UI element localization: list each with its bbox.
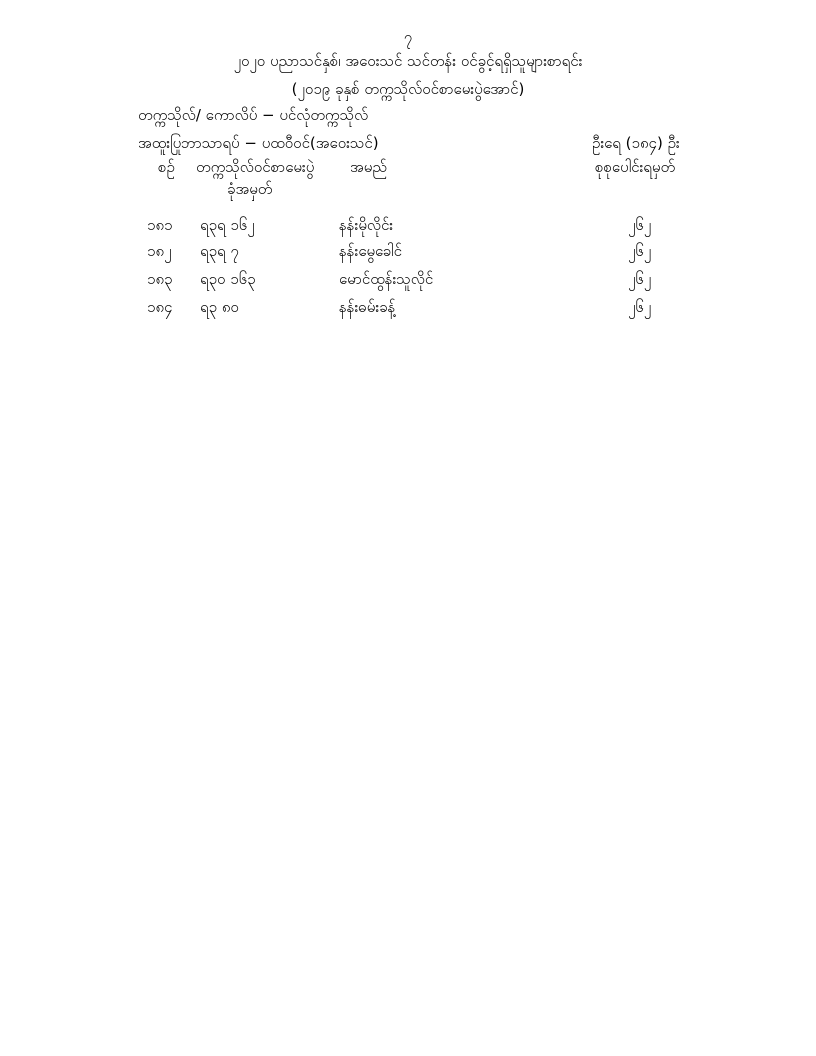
student-name: နန်းမိုလိုင်း bbox=[339, 216, 394, 234]
header-name: အမည် bbox=[350, 158, 387, 176]
serial-no: ၁၈၁ bbox=[147, 216, 173, 234]
total-marks: ၂၆၂ bbox=[628, 242, 652, 260]
total-marks: ၂၆၂ bbox=[628, 270, 652, 288]
header-serial-no: စဉ် bbox=[158, 158, 175, 176]
student-name: နန်းမွေခေါင် bbox=[339, 242, 402, 260]
serial-no: ၁၈၂ bbox=[147, 242, 172, 260]
table-row bbox=[0, 242, 816, 268]
roll-number: ရ၃ ၈၀ bbox=[200, 298, 239, 316]
roll-number: ရ၃ရ ၁၆၂ bbox=[200, 216, 255, 234]
major-subject-line: အထူးပြုဘာသာရပ် − ပထဝီဝင်(အဝေးသင်) bbox=[138, 134, 379, 152]
header-total-marks: စုစုပေါင်းရမှတ် bbox=[595, 158, 676, 176]
header-roll-number: တက္ကသိုလ်ဝင်စာမေးပွဲ bbox=[196, 158, 315, 176]
serial-no: ၁၈၄ bbox=[147, 298, 173, 316]
serial-no: ၁၈၃ bbox=[147, 270, 173, 288]
table-row bbox=[0, 270, 816, 296]
table-row bbox=[0, 216, 816, 242]
university-line: တက္ကသိုလ်/ ကောလိပ် − ပင်လုံတက္ကသိုလ် bbox=[138, 106, 369, 124]
roll-number: ရ၃ရ ၇ bbox=[200, 242, 239, 260]
header-roll-number-line2: ခုံအမှတ် bbox=[227, 180, 273, 198]
page-number: ၇ bbox=[403, 28, 413, 46]
total-marks: ၂၆၂ bbox=[628, 298, 652, 316]
student-name: မောင်ထွန်းသူလိုင် bbox=[339, 270, 434, 288]
total-count: ဦးရေ (၁၈၄) ဦး bbox=[592, 134, 680, 152]
table-row bbox=[0, 298, 816, 324]
roll-number: ရ၃၀ ၁၆၃ bbox=[200, 270, 256, 288]
document-subtitle: (၂၀၁၉ ခုနှစ် တက္ကသိုလ်ဝင်စာမေးပွဲအောင်) bbox=[291, 80, 525, 98]
total-marks: ၂၆၂ bbox=[628, 216, 652, 234]
student-name: နန်းဓမ်းခန့် bbox=[339, 298, 396, 316]
document-title: ၂၀၂၀ ပညာသင်နှစ်၊ အဝေးသင် သင်တန်း ဝင်ခွင့်ရရှိသူများစာရင်း bbox=[233, 52, 583, 70]
